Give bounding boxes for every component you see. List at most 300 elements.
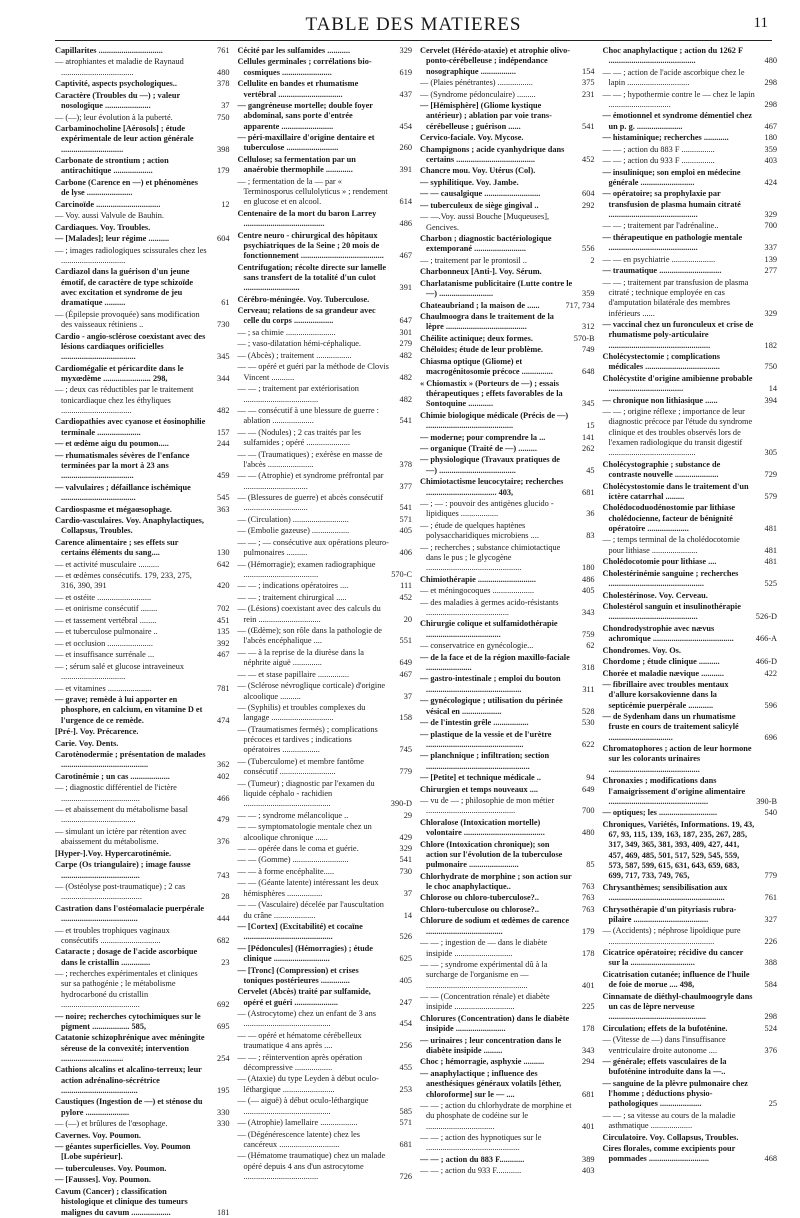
index-entry: [55, 616, 230, 626]
index-entry-text: — (Lésions) coexistant avec des calculs du rein ..............................: [237, 604, 381, 624]
index-entry: [603, 407, 778, 458]
index-entry-text: Centenaire de la mort du baron Larrey .......................................: [237, 208, 377, 229]
index-entry-text: — (Vitesse de —) dans l'insuffisance ventriculaire droite autonome ....: [602, 1035, 726, 1055]
index-entry: [603, 1144, 778, 1165]
index-entry-text: — ; temps terminal de la cholédocotomie pour lithiase ......................: [602, 535, 740, 555]
index-entry-page-ref: 277: [764, 266, 777, 276]
index-entry: [420, 301, 595, 311]
index-entry: [238, 822, 413, 843]
index-entry: [420, 619, 595, 640]
index-entry: [420, 718, 595, 728]
index-entry-text: — [Malades]; leur régime ..........: [55, 234, 170, 244]
index-entry-text: — et onirisme consécutif ........: [55, 604, 158, 614]
index-entry-text: — tuberculeuses. Voy. Poumon.: [55, 1163, 167, 1173]
index-entry-text: — et œdèmes consécutifs. 179, 233, 275, 316, 390, 391: [55, 571, 192, 591]
index-entry: [238, 1151, 413, 1182]
index-entry-page-ref: 750: [764, 362, 777, 372]
index-entry: [238, 844, 413, 854]
index-entry-text: — — (Atrophie) et syndrome préfrontal par ...............................: [237, 471, 384, 491]
index-entry: [420, 575, 595, 585]
index-entry-text: [Pré-]. Voy. Précarence.: [55, 727, 139, 737]
index-entry-page-ref: 329: [399, 46, 412, 55]
index-entry-text: — — ; action de l'acide ascorbique chez le lapin ..............................: [602, 67, 745, 88]
index-entry-page-ref: 729: [764, 470, 777, 480]
index-entry: [603, 948, 778, 969]
index-entry: [55, 439, 230, 449]
index-entry: [55, 827, 230, 848]
index-entry: [55, 223, 230, 233]
index-entry-text: — et tuberculose pulmonaire ..: [55, 627, 158, 637]
index-entry: [420, 101, 595, 132]
index-entry: [55, 234, 230, 244]
index-entry-text: — ; sérum salé et glucose intraveineux ...............................: [55, 661, 185, 682]
index-entry-page-ref: 480: [764, 56, 777, 66]
index-entry: [238, 987, 413, 1008]
index-entry-page-ref: 225: [582, 1002, 595, 1012]
index-entry-text: — (Sclérose névroglique corticale) d'origine alcoolique ..........: [237, 681, 386, 701]
index-entry: [55, 662, 230, 683]
index-entry-text: — ; traitement par le prontosil ..: [420, 255, 527, 265]
index-column-4: [602, 46, 778, 1164]
index-entry: [603, 221, 778, 231]
index-entry: [238, 538, 413, 559]
index-entry: [238, 339, 413, 349]
index-entry-page-ref: 717, 734: [565, 300, 595, 310]
index-entry-text: — gangréneuse mortelle; double foyer abdominal, sans porte d'entrée apparente .........................: [237, 101, 373, 131]
index-entry-text: — — ; action des hypnotiques sur le .............................................: [420, 1133, 542, 1153]
index-entry: [238, 1074, 413, 1095]
index-entry-page-ref: 135: [217, 627, 230, 637]
index-entry: [420, 267, 595, 277]
index-entry: [603, 624, 778, 645]
index-entry-text: — (Ataxie) du type Leyden à début oculo-léthargique .........................: [237, 1074, 379, 1094]
index-entry: [238, 757, 413, 778]
index-entry-text: Chlorures (Concentration) dans le diabète insipide ........................: [420, 1013, 570, 1034]
index-entry-page-ref: 83: [586, 531, 595, 541]
index-entry: [55, 451, 230, 482]
index-entry-text: Cholestérinose. Voy. Cerveau.: [602, 590, 708, 600]
index-entry: [603, 591, 778, 601]
index-entry-text: Carbonate de strontium ; action antirachitique ...................: [55, 156, 169, 176]
index-entry-page-ref: 329: [764, 209, 777, 219]
index-entry-text: Charlatanisme publicitaire (Lutte contre le —) ..........................: [420, 278, 573, 299]
index-entry-page-ref: 391: [399, 283, 412, 293]
index-entry-text: Cellulite en bandes et rhumatisme vertébral ...............................: [237, 79, 359, 99]
index-entry-text: Capillarites ...............................: [55, 46, 163, 55]
index-entry-text: — (Plaies pénétrantes) .................: [420, 78, 533, 88]
index-entry-page-ref: 345: [582, 399, 595, 409]
index-entry: [603, 680, 778, 711]
index-entry-page-ref: 437: [399, 89, 412, 99]
index-entry-text: Chloro-tuberculose ou chlorose?..: [420, 904, 539, 914]
index-entry-page-ref: 486: [399, 219, 412, 229]
index-entry-page-ref: 750: [217, 112, 230, 122]
index-entry-page-ref: 481: [764, 524, 777, 533]
index-entry: [238, 101, 413, 132]
index-entry: [603, 503, 778, 534]
index-entry-text: — [Fausses]. Voy. Poumon.: [55, 1175, 151, 1185]
index-entry-text: — (Dégénérescence latente) chez les cancéreux .............................: [237, 1129, 361, 1149]
index-entry: [420, 178, 595, 188]
index-entry: [238, 593, 413, 603]
index-entry-page-ref: 649: [582, 784, 595, 794]
index-entry: [603, 535, 778, 556]
index-entry-text: — simulant un ictère par rétention avec abaissement du métabolisme.: [55, 826, 187, 847]
index-entry-page-ref: 195: [217, 1085, 230, 1095]
index-entry-text: — — opéré et hématome cérébelleux traumatique 4 ans après ....: [237, 1030, 362, 1051]
index-entry: [55, 124, 230, 155]
index-entry-text: — chronique non lithiasique ......: [602, 395, 718, 405]
index-entry: [420, 674, 595, 695]
page-title: TABLE DES MATIERES: [305, 14, 522, 35]
index-entry: [238, 966, 413, 987]
index-entry-page-ref: 759: [582, 629, 595, 639]
index-entry: [238, 779, 413, 810]
index-entry-page-ref: 318: [582, 663, 595, 672]
index-entry-page-ref: 178: [582, 1024, 595, 1034]
index-entry: [55, 849, 230, 859]
index-entry-text: — vaccinal chez un furonculeux et crise de rhumatisme poly-articulaire .................................................: [602, 320, 754, 350]
index-entry-text: — noire; recherches cytochimiques sur le pigment .................. 585,: [55, 1011, 201, 1031]
index-entry: [420, 1155, 595, 1165]
index-entry-page-ref: 256: [399, 1041, 412, 1051]
index-entry-text: — péri-maxillaire d'origine dentaire et tuberculose .........................: [237, 133, 375, 153]
index-entry-text: Chloralose (Intoxication mortelle) volontaire .......................................: [420, 817, 545, 838]
index-entry-text: — — ; hypothermie contre le — chez le lapin ..............................: [602, 89, 755, 109]
index-entry-page-ref: 292: [582, 200, 595, 210]
index-entry-text: — ; recherches ; substance chimiotactique dans le pus ; le glycogène ..............................................: [420, 542, 561, 573]
index-entry: [420, 345, 595, 355]
index-entry-text: Cardiopathies avec cyanose et éosinophilie terminale .....................: [55, 417, 206, 437]
index-entry-text: Charbonneux [Anti-]. Voy. Sérum.: [420, 267, 542, 277]
index-entry: [420, 840, 595, 871]
index-entry-page-ref: 480: [217, 67, 230, 77]
index-entry-text: — — ; traitement chirurgical .....: [237, 592, 347, 602]
index-entry-text: — — ; ingestion de — dans le diabète insipide ............................: [420, 938, 548, 958]
index-entry: [420, 1036, 595, 1057]
index-entry-text: — ; recherches expérimentales et cliniques sur sa pathogénie ; le métabolisme hydrocarboné du cristallin ......................................: [55, 969, 198, 1010]
index-entry: [238, 526, 413, 536]
index-entry: [238, 944, 413, 965]
index-entry-page-ref: 481: [764, 545, 777, 555]
index-entry: [420, 133, 595, 143]
index-entry: [238, 581, 413, 591]
index-entry: [420, 818, 595, 839]
index-entry: [55, 1065, 230, 1096]
index-entry: [238, 306, 413, 327]
index-entry: [603, 1133, 778, 1143]
index-entry-text: Captivité, aspects psychologiques..: [55, 79, 177, 89]
index-entry-page-ref: 726: [399, 1171, 412, 1181]
index-entry: [55, 593, 230, 603]
index-entry-text: Cardio-vasculaires. Voy. Anaphylactiques, Collapsus, Troubles.: [55, 516, 204, 536]
index-entry-page-ref: 451: [217, 615, 230, 625]
index-entry-page-ref: 761: [764, 893, 777, 903]
index-entry-page-ref: 467: [399, 251, 412, 261]
index-entry: [603, 669, 778, 679]
index-entry-page-ref: 459: [217, 471, 230, 481]
index-entry-page-ref: 681: [582, 1089, 595, 1099]
index-entry-page-ref: 343: [582, 607, 595, 617]
index-entry-page-ref: 181: [217, 1207, 230, 1217]
index-entry-text: Cataracte ; dosage de l'acide ascorbique dans le cristallin ..............: [55, 947, 198, 967]
index-entry: [238, 79, 413, 100]
index-entry-page-ref: 392: [217, 638, 230, 648]
index-entry-page-ref: 466-A: [755, 634, 777, 644]
index-entry-text: Chimiotactisme leucocytaire; recherches .................................. 403,: [420, 477, 564, 497]
index-entry-page-ref: 401: [582, 980, 595, 990]
index-entry-text: — — en psychiatrie .....................: [602, 254, 716, 264]
index-entry: [420, 411, 595, 432]
index-entry-text: Chromatophores ; action de leur hormone sur les colorants urinaires ............................................: [602, 744, 752, 774]
index-entry-text: — — ; sa vitesse au cours de la maladie asthmatique ....................: [602, 1110, 736, 1131]
index-entry: [55, 178, 230, 199]
index-entry-page-ref: 363: [217, 504, 230, 514]
index-entry-page-ref: 337: [764, 243, 777, 253]
index-entry-text: — (—) et brûlures de l'œsophage.: [55, 1119, 168, 1129]
index-entry-text: Cholécystectomie ; complications médicales ....................................: [602, 352, 721, 372]
index-entry-text: — (Accidents) ; néphrose lipoïdique pure ...................................................: [602, 926, 741, 946]
index-entry-text: — et méningocoques ....................: [420, 586, 535, 596]
index-entry-text: — — (Nodules) ; 2 cas traités par les sulfamides ; opéré .....................: [237, 427, 361, 448]
index-entry: [603, 776, 778, 807]
index-entry-text: Cerveau; relations de sa grandeur avec celle du corps ...................: [237, 306, 376, 326]
index-entry-page-ref: 763: [582, 904, 595, 914]
index-entry-text: Chlorose ou chloro-tuberculose?..: [420, 893, 539, 903]
index-entry-text: Chroniques, Variétés, Informations. 19, 43, 67, 93, 115, 139, 163, 187, 235, 267, 285, 317, 349, 365, 381, 393, 409, 427, 441, 457, 469, 485, 501, 517, 529, 545, 559, 573, 587, 599, 615, 631, 643, 659, 683, 699, 717, 733, 749, 765,: [602, 819, 755, 881]
index-entry-text: Cinnamate de diéthyl-chaulmoogryle dans un cas de lèpre nerveuse ...............................................: [602, 991, 753, 1022]
index-entry-text: Cholécystite d'origine amibienne probable ....................................: [602, 373, 753, 394]
index-entry: [420, 1166, 595, 1176]
index-entry-text: — — ; — consécutive aux opérations pleuro-pulmonaires ..........: [237, 537, 389, 558]
index-entry-page-ref: 179: [217, 166, 230, 176]
index-entry: [55, 571, 230, 592]
index-entry-page-ref: 398: [217, 144, 230, 154]
index-entry: [603, 168, 778, 189]
index-entry-page-ref: 311: [582, 684, 595, 694]
index-entry-page-ref: 401: [582, 1121, 595, 1131]
index-entry: [55, 805, 230, 826]
index-entry-page-ref: 482: [399, 394, 412, 404]
index-entry: [603, 1057, 778, 1078]
page-number: 11: [753, 15, 768, 31]
index-entry: [238, 1009, 413, 1030]
index-entry-page-ref: 376: [764, 1045, 777, 1055]
index-entry-text: — et occlusion ......................: [55, 638, 153, 648]
index-entry-page-ref: 486: [582, 574, 595, 584]
index-entry-page-ref: 541: [399, 416, 412, 426]
index-entry-text: — et troubles trophiques vaginaux consécutifs .............................: [55, 925, 170, 945]
index-entry-text: — insulinique; son emploi en médecine générale ..........................: [602, 167, 741, 187]
index-entry: [420, 357, 595, 378]
index-entry-page-ref: 2: [590, 255, 595, 265]
index-entry: [55, 200, 230, 210]
index-entry-page-ref: 541: [399, 503, 412, 513]
index-entry-text: — générale; effets vasculaires de la bufoténine introduite dans la —..: [602, 1057, 727, 1077]
index-entry-page-ref: 359: [582, 289, 595, 299]
index-entry-text: — — ; action du 883 F............: [420, 1154, 525, 1164]
index-entry: [420, 90, 595, 100]
index-entry: [55, 483, 230, 504]
index-entry: [420, 433, 595, 443]
index-entry: [420, 1057, 595, 1067]
index-entry: [238, 867, 413, 877]
index-entry-text: Carotènodermie ; présentation de malades ..........................................: [55, 750, 206, 770]
index-entry-page-ref: 570-B: [573, 333, 595, 343]
index-entry-page-ref: 466: [217, 793, 230, 803]
index-entry-text: — urinaires ; leur concentration dans le diabète insipide .........: [420, 1035, 562, 1055]
index-entry: [238, 1053, 413, 1074]
index-entry-page-ref: 479: [217, 815, 230, 825]
index-entry-text: — et insuffisance surrénale ...: [55, 650, 155, 660]
index-entry: [238, 450, 413, 471]
index-entry-page-ref: 157: [217, 427, 230, 437]
index-entry-page-ref: 403: [582, 1166, 595, 1176]
index-entry: [603, 712, 778, 743]
index-entry-page-ref: 344: [217, 373, 230, 383]
index-entry-page-ref: 474: [217, 715, 230, 725]
index-entry: [55, 1097, 230, 1118]
index-entry: [603, 396, 778, 406]
index-entry-text: — — ; traitement par extériorisation ....................................: [237, 384, 359, 404]
index-entry-text: Carpe (Os triangulaire) ; image fausse ......................................: [55, 860, 191, 880]
index-entry-text: — (Tumeur) ; diagnostic par l'examen du liquide céphalo - rachidien ..........................................: [237, 778, 375, 809]
index-entry-text: Champignons ; acide cyanhydrique dans certains ......................................: [420, 144, 565, 164]
index-entry-page-ref: 111: [400, 581, 412, 591]
index-entry-text: — — ; origine réflexe ; importance de leur diagnostic précoce par l'étude du syndrome clinique et des troubles observés lors de l'examen radiologique du transit digestif ..........................................: [602, 407, 753, 458]
index-entry-text: — (Abcès) ; traitement .................: [237, 350, 352, 360]
index-entry-text: Chaulmoogra dans le traitement de la lèpre .......................................: [420, 312, 554, 332]
index-entry-page-ref: 29: [403, 810, 412, 820]
index-entry: [55, 639, 230, 649]
index-entry-page-ref: 696: [764, 732, 777, 742]
index-entry: [420, 312, 595, 333]
index-entry: [55, 1131, 230, 1141]
index-entry-text: — grave; remède à lui apporter en phosphore, en calcium, en vitamine D et l'urgence de ce remède.: [55, 695, 203, 725]
index-entry: [420, 201, 595, 211]
index-entry: [603, 460, 778, 481]
index-entry: [420, 234, 595, 255]
index-entry: [238, 362, 413, 383]
index-entry-text: — — opéré et guéri par la méthode de Clovis Vincent ...........: [237, 362, 389, 382]
index-entry-page-ref: 375: [582, 78, 595, 88]
index-entry-text: — ; diagnostic différentiel de l'ictère ......................................: [55, 783, 177, 803]
index-entry-page-ref: 695: [217, 1021, 230, 1031]
index-entry-page-ref: 647: [399, 316, 412, 326]
index-entry: [420, 773, 595, 783]
index-entry-page-ref: 541: [399, 855, 412, 865]
index-entry-page-ref: 642: [217, 559, 230, 569]
index-entry: [55, 739, 230, 749]
index-entry: [603, 68, 778, 89]
index-entry-text: Castration dans l'ostéomalacie puerpérale .....................................: [55, 903, 205, 924]
index-entry-text: — ; fermentation de la — par « Terminosporus cellulolyticus » ; rendement en glucose et en alcool.: [237, 176, 388, 207]
index-entry-text: Carence alimentaire ; ses effets sur certains éléments du sang....: [55, 537, 179, 558]
index-entry: [55, 538, 230, 559]
index-entry-page-ref: 649: [399, 658, 412, 668]
index-entry-text: — ; sa chimie ........................: [237, 327, 336, 337]
index-entry: [420, 1133, 595, 1154]
index-entry: [603, 352, 778, 373]
index-entry-text: — syphilitique. Voy. Jambe.: [420, 177, 519, 187]
index-entry-text: — Voy. aussi Valvule de Bauhin.: [55, 211, 164, 221]
index-entry: [238, 1118, 413, 1128]
index-entry: [603, 569, 778, 590]
index-entry: [603, 90, 778, 111]
index-entry-text: — de Sydenham dans un rhumatisme fruste en cours de traitement salicylé ...............................: [602, 712, 739, 742]
index-entry: [55, 364, 230, 385]
index-entry-page-ref: 389: [582, 1154, 595, 1164]
index-entry-text: — fibrillaire avec troubles mentaux d'allure korsakovienne dans la septicémie puerpérale ............: [602, 680, 729, 710]
index-entry: [603, 970, 778, 991]
index-entry: [420, 730, 595, 751]
index-entry: [420, 379, 595, 410]
index-entry-text: — conservatrice en gynécologie...: [420, 641, 534, 651]
index-entry: [603, 255, 778, 265]
index-entry-page-ref: 406: [399, 548, 412, 558]
index-entry-text: — [Tronc] (Compression) et crises toniques postérieures ..............: [237, 965, 359, 985]
index-entry: [420, 212, 595, 233]
index-entry-page-ref: 526: [399, 932, 412, 942]
index-entry: [55, 516, 230, 537]
index-entry-text: Cavum (Cancer) ; classification histologique et clinique des tumeurs malignes du cavum ...................: [55, 1186, 188, 1217]
index-entry-page-ref: 454: [399, 121, 412, 131]
index-entry-page-ref: 585: [399, 1106, 412, 1116]
index-entry-page-ref: 226: [764, 936, 777, 946]
index-entry-page-ref: 468: [764, 1154, 777, 1164]
index-entry-text: Charbon ; diagnostic bactériologique extemporané .........................: [420, 234, 552, 254]
index-entry-text: Chrysanthèmes; sensibilisation aux ........................................................: [602, 882, 728, 903]
index-entry: [420, 1069, 595, 1100]
index-entry-text: — (— aiguë) à début oculo-léthargique ..........................................: [237, 1096, 369, 1116]
index-entry-text: — — (Concentration rénale) et diabète insipide .............................: [420, 992, 550, 1012]
index-entry: [603, 46, 778, 67]
index-entry: [238, 670, 413, 680]
index-entry-page-ref: 420: [217, 581, 230, 591]
index-entry-text: — — ; action du 883 F ................: [602, 144, 715, 154]
index-entry-text: Chimiothérapie ............................: [420, 574, 536, 584]
index-entry-text: Chlore (Intoxication chronique); son action sur l'évolution de la tuberculose pulmonaire ........................: [420, 839, 563, 870]
index-entry: [603, 646, 778, 656]
index-entry-page-ref: 604: [582, 189, 595, 199]
index-entry: [55, 57, 230, 78]
index-entry: [238, 878, 413, 899]
index-entry: [238, 133, 413, 154]
index-entry-text: Cathions alcalins et alcalino-terreux; leur action adrénalino-sécrétrice .....................................: [55, 1065, 202, 1095]
index-entry-page-ref: 12: [221, 199, 230, 209]
index-entry: [420, 641, 595, 651]
index-entry-text: Cellulose; sa fermentation par un anaérobie thermophile .............: [237, 154, 356, 175]
index-entry: [420, 960, 595, 991]
index-entry-page-ref: 482: [399, 372, 412, 382]
index-entry: [238, 1031, 413, 1052]
index-entry-text: Chondromes. Voy. Os.: [602, 645, 681, 655]
index-entry: [55, 750, 230, 771]
index-entry: [420, 586, 595, 596]
index-entry: [603, 374, 778, 395]
index-entry-text: — (Épilepsie provoquée) sans modification des vaisseaux rétiniens ..: [55, 309, 200, 330]
index-entry: [238, 46, 413, 56]
index-entry-page-ref: 761: [217, 46, 230, 55]
index-entry-text: Cérébro-méningée. Voy. Tuberculose.: [237, 294, 370, 304]
index-entry: [238, 648, 413, 669]
index-entry-text: — — ; action du 933 F............: [420, 1166, 522, 1176]
index-entry: [55, 113, 230, 123]
index-entry-text: Carcinoïde ...............................: [55, 199, 161, 209]
index-entry-page-ref: 28: [221, 892, 230, 902]
index-entry-text: Centrifugation; récolte directe sur lamelle sans transfert de la totalité d'un culot ...........................: [237, 262, 387, 293]
index-entry-text: Cicatrisation cutanée; influence de l'huile de foie de morue .... 498,: [602, 969, 750, 990]
